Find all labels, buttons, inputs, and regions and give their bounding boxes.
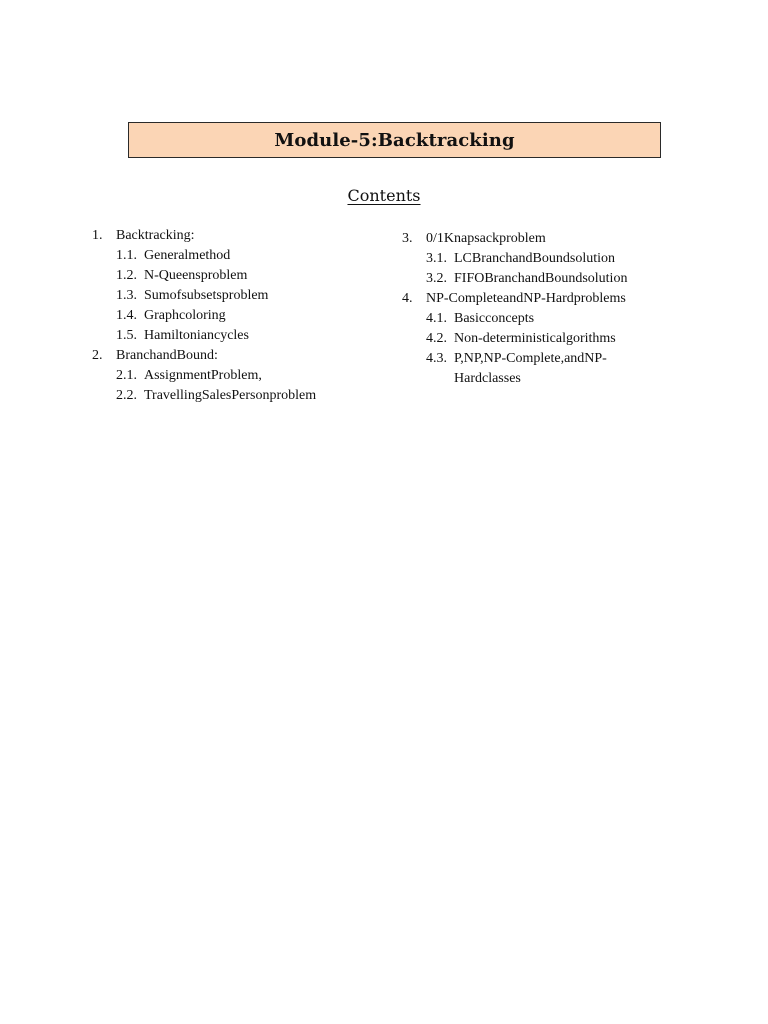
contents-item-2 [92, 346, 392, 366]
item-number: 4.2. [426, 331, 447, 346]
item-number: 3. [402, 231, 413, 246]
item-label: Non-deterministicalgorithms [454, 331, 616, 346]
module-title: Module-5:Backtracking [274, 129, 515, 151]
item-label: AssignmentProblem, [144, 368, 262, 383]
item-number: 4. [402, 291, 413, 306]
item-label: Hamiltoniancycles [144, 328, 249, 343]
item-label: Basicconcepts [454, 311, 535, 326]
item-number: 1.2. [116, 268, 137, 283]
contents-item-1-2 [92, 266, 392, 286]
contents-heading: Contents [347, 186, 421, 205]
contents-item-3-1 [402, 249, 662, 269]
item-number: 1.3. [116, 288, 137, 303]
contents-item-4 [402, 289, 662, 309]
contents-item-1-1 [92, 246, 392, 266]
item-number: 1.5. [116, 328, 137, 343]
contents-item-3 [402, 229, 662, 249]
contents-left-column [92, 226, 392, 406]
item-label: TravellingSalesPersonproblem [144, 388, 317, 403]
item-label: Sumofsubsetsproblem [144, 288, 269, 303]
item-number: 4.1. [426, 311, 447, 326]
item-number: 2.2. [116, 388, 137, 403]
contents-item-3-2 [402, 269, 662, 289]
item-label: FIFOBranchandBoundsolution [454, 271, 628, 286]
item-label: Backtracking: [116, 228, 195, 243]
item-label: N-Queensproblem [144, 268, 248, 283]
contents-item-2-1 [92, 366, 392, 386]
item-number: 2. [92, 348, 103, 363]
contents-item-4-1 [402, 309, 662, 329]
item-label: Generalmethod [144, 248, 231, 263]
item-label: P,NP,NP-Complete,andNP-Hardclasses [454, 351, 607, 386]
module-title-box [128, 122, 661, 158]
item-number: 1. [92, 228, 103, 243]
item-number: 1.4. [116, 308, 137, 323]
contents-item-4-2 [402, 329, 662, 349]
item-number: 1.1. [116, 248, 137, 263]
item-label: LCBranchandBoundsolution [454, 251, 615, 266]
contents-item-1-5 [92, 326, 392, 346]
item-label: Graphcoloring [144, 308, 226, 323]
item-number: 3.1. [426, 251, 447, 266]
item-number: 4.3. [426, 351, 447, 366]
item-number: 2.1. [116, 368, 137, 383]
item-label: NP-CompleteandNP-Hardproblems [426, 291, 626, 306]
contents-right-column [402, 229, 662, 389]
item-label: 0/1Knapsackproblem [426, 231, 546, 246]
contents-item-1-3 [92, 286, 392, 306]
contents-item-1-4 [92, 306, 392, 326]
item-label: BranchandBound: [116, 348, 218, 363]
contents-item-4-3 [402, 349, 662, 389]
contents-item-2-2 [92, 386, 392, 406]
contents-item-1 [92, 226, 392, 246]
item-number: 3.2. [426, 271, 447, 286]
